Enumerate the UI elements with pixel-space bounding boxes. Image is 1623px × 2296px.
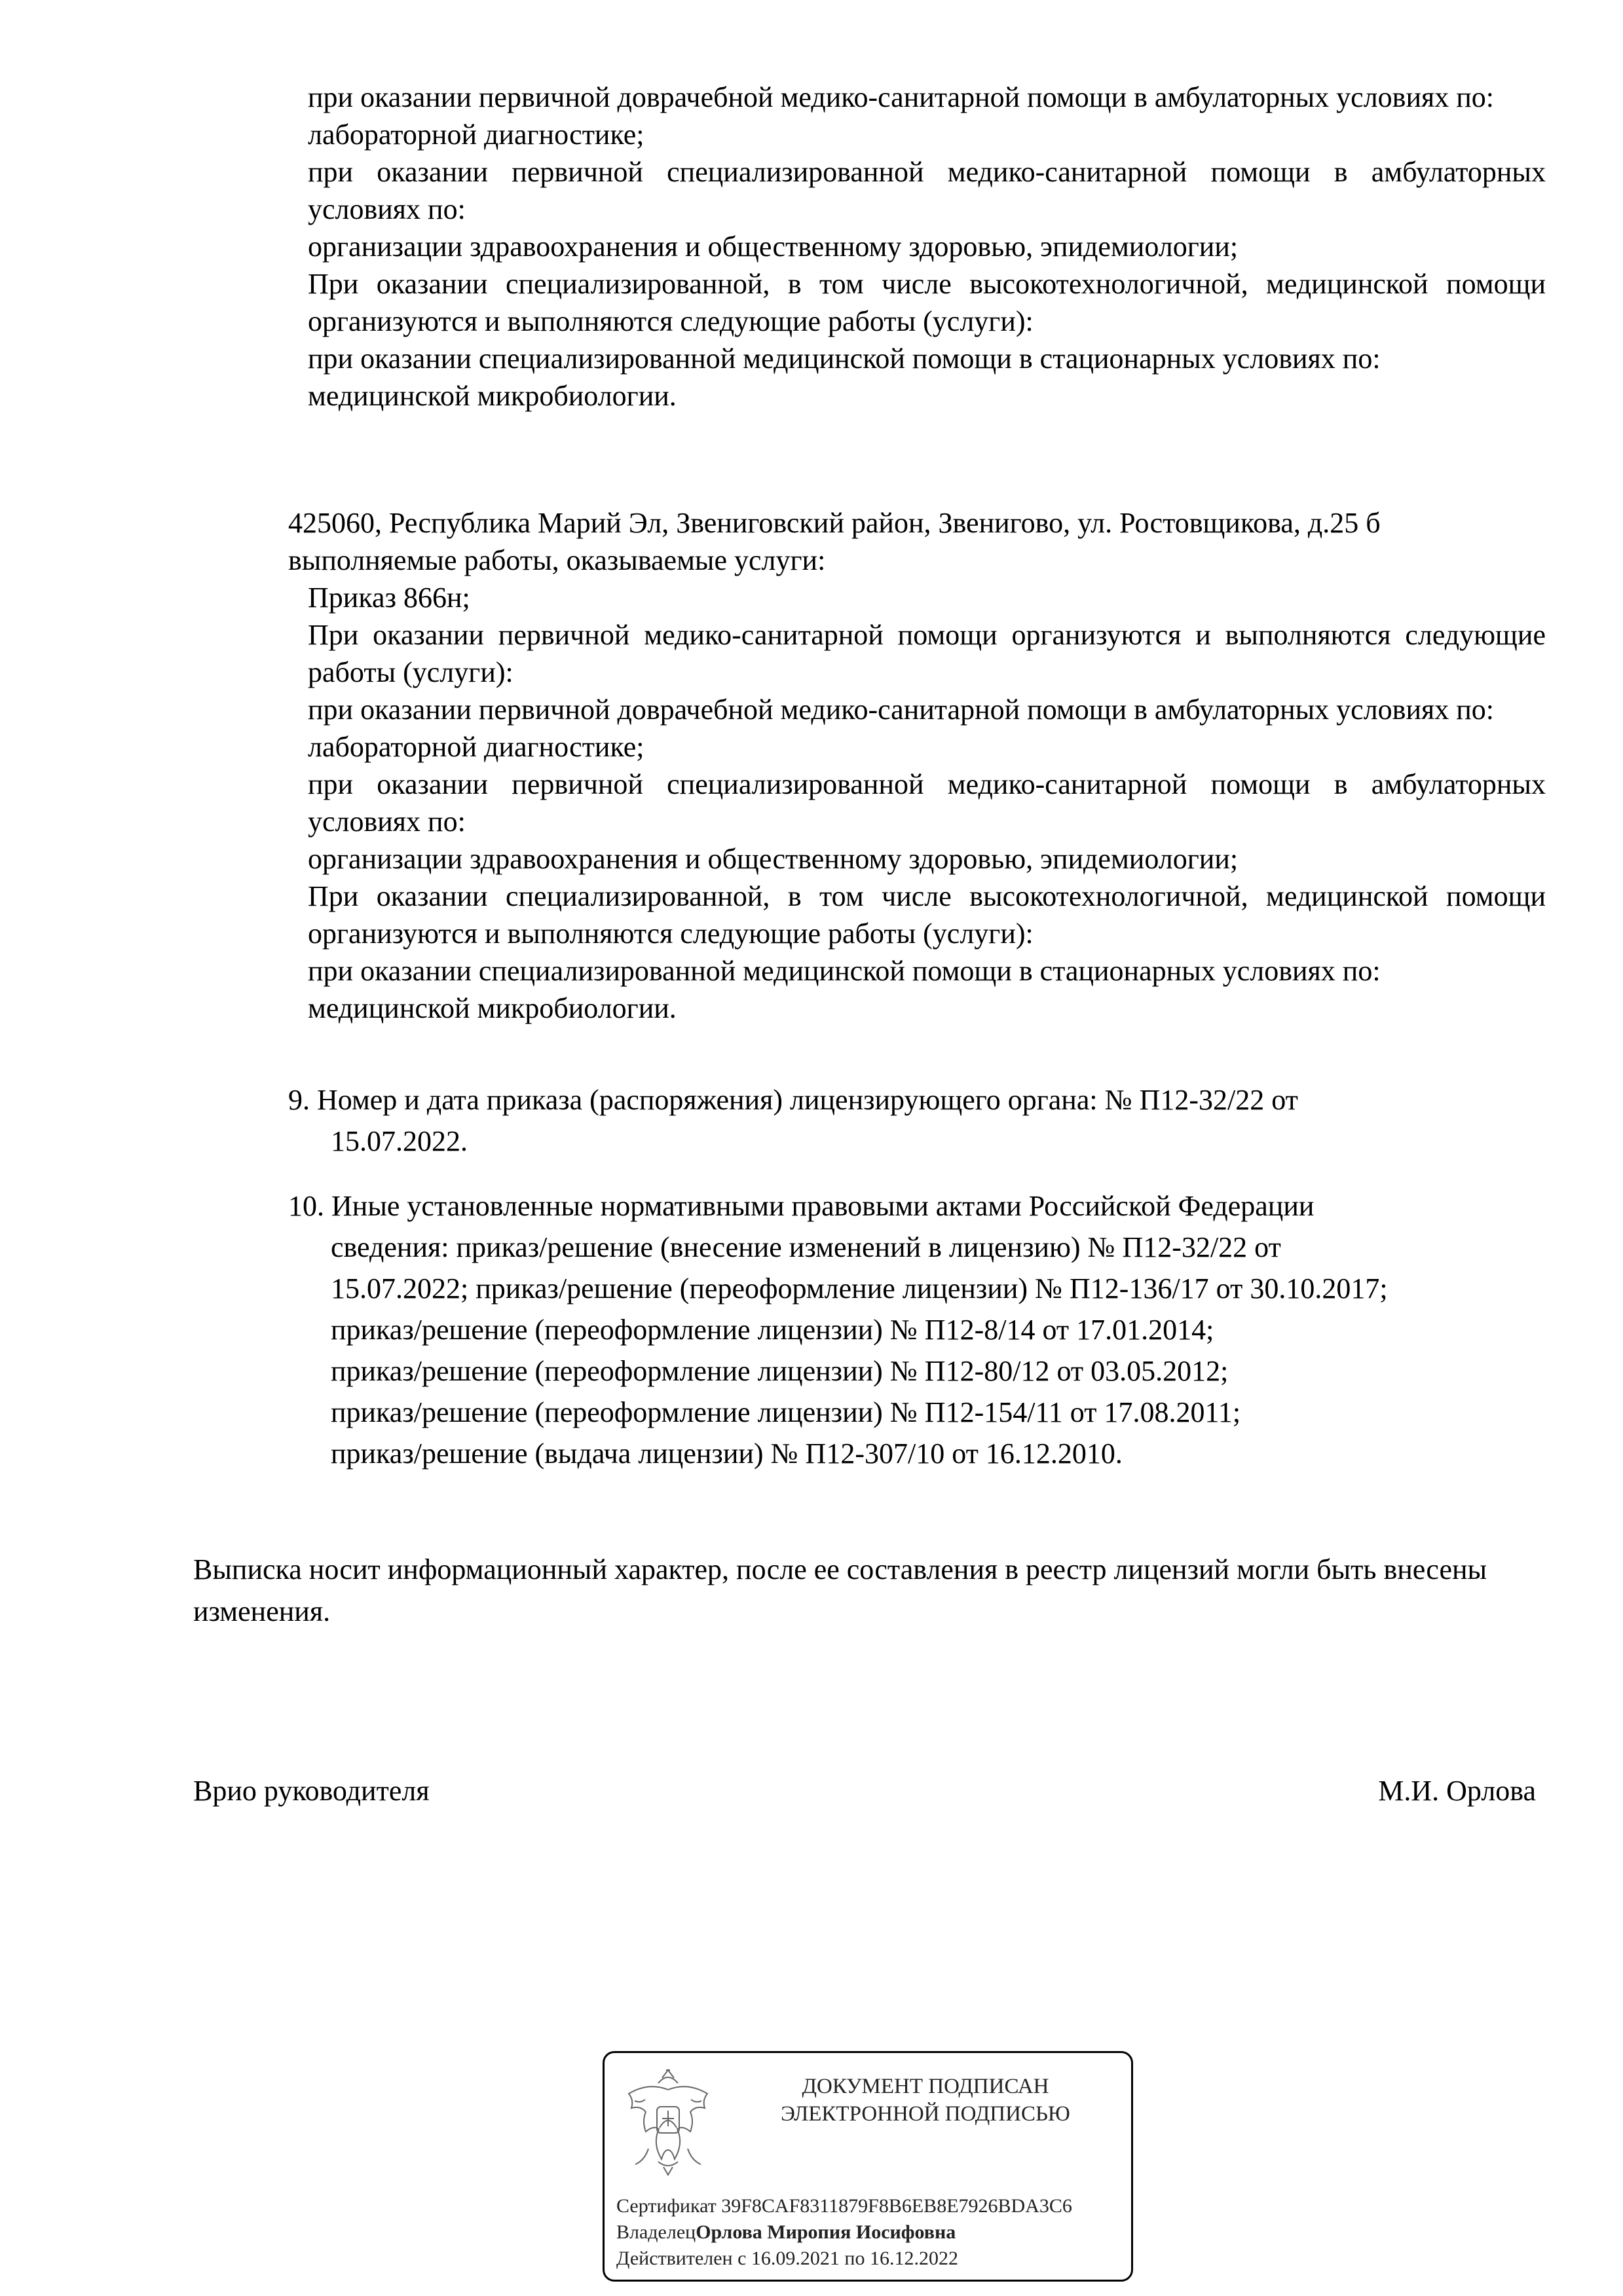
electronic-signature-stamp <box>603 2051 1133 2282</box>
services-line: организации здравоохранения и общественному здоровью, эпидемиологии; <box>308 231 1239 263</box>
owner-label: Владелец <box>616 2221 696 2243</box>
validity-period: Действителен с 16.09.2021 по 16.12.2022 <box>616 2248 958 2269</box>
stamp-title-line: ЭЛЕКТРОННОЙ ПОДПИСЬЮ <box>781 2102 1070 2126</box>
services-line: при оказании специализированной медицинской помощи в стационарных условиях по: <box>308 343 1381 375</box>
section-10-line: приказ/решение (выдача лицензии) № П12-307/10 от 16.12.2010. <box>331 1437 1123 1470</box>
services-line: При оказании первичной медико-санитарной помощи организуются и выполняются следующие работы (услуги): <box>308 619 1546 688</box>
section-10-line: приказ/решение (переоформление лицензии) № П12-154/11 от 17.08.2011; <box>331 1396 1241 1428</box>
certificate-value: 39F8CAF8311879F8B6EB8E7926BDA3C6 <box>721 2195 1072 2217</box>
address-block <box>288 504 1552 579</box>
services-line: при оказании первичной доврачебной медико-санитарной помощи в амбулаторных условиях по: <box>308 694 1495 726</box>
services-line: лабораторной диагностике; <box>308 731 644 763</box>
section-10-line: приказ/решение (переоформление лицензии) № П12-80/12 от 03.05.2012; <box>331 1355 1229 1387</box>
section-10 <box>288 1185 1552 1474</box>
services-block-2 <box>308 579 1546 1027</box>
services-line: при оказании специализированной медицинской помощи в стационарных условиях по: <box>308 955 1381 987</box>
services-line: при оказании первичной специализированной медико-санитарной помощи в амбулаторных условиях по: <box>308 768 1546 838</box>
coat-of-arms-icon <box>619 2064 717 2178</box>
services-line: Приказ 866н; <box>308 582 470 614</box>
disclaimer-note: Выписка носит информационный характер, после ее составления в реестр лицензий могли быть внесены изменения. <box>193 1553 1487 1627</box>
signer-name: М.И. Орлова <box>1378 1775 1536 1807</box>
owner-row <box>616 2220 956 2245</box>
address-line: 425060, Республика Марий Эл, Звениговский район, Звенигово, ул. Ростовщикова, д.25 б <box>288 507 1381 539</box>
section-9 <box>288 1079 1552 1162</box>
owner-value: Орлова Миропия Иосифовна <box>696 2221 956 2243</box>
section-9-line: 15.07.2022. <box>331 1125 468 1157</box>
services-line: медицинской микробиологии. <box>308 380 677 412</box>
stamp-title-line: ДОКУМЕНТ ПОДПИСАН <box>802 2075 1049 2098</box>
services-line: При оказании специализированной, в том числе высокотехнологичной, медицинской помощи организуются и выполняются следующие работы (услуги): <box>308 268 1546 337</box>
services-block-1 <box>308 79 1546 415</box>
services-line: при оказании первичной специализированной медико-санитарной помощи в амбулаторных условиях по: <box>308 156 1546 225</box>
works-label: выполняемые работы, оказываемые услуги: <box>288 544 826 576</box>
services-line: при оказании первичной доврачебной медико-санитарной помощи в амбулаторных условиях по: <box>308 81 1495 113</box>
services-line: организации здравоохранения и общественному здоровью, эпидемиологии; <box>308 843 1239 875</box>
certificate-label: Сертификат <box>616 2195 717 2217</box>
stamp-title <box>722 2073 1129 2128</box>
signer-position: Врио руководителя <box>193 1775 430 1807</box>
certificate-row <box>616 2194 1072 2219</box>
section-10-line: сведения: приказ/решение (внесение изменений в лицензию) № П12-32/22 от <box>331 1231 1281 1263</box>
section-10-heading: 10. Иные установленные нормативными правовыми актами Российской Федерации <box>288 1190 1315 1222</box>
section-9-heading: 9. Номер и дата приказа (распоряжения) лицензирующего органа: № П12-32/22 от <box>288 1084 1298 1116</box>
section-10-line: 15.07.2022; приказ/решение (переоформление лицензии) № П12-136/17 от 30.10.2017; <box>331 1272 1388 1305</box>
services-line: медицинской микробиологии. <box>308 992 677 1024</box>
section-10-line: приказ/решение (переоформление лицензии) № П12-8/14 от 17.01.2014; <box>331 1314 1214 1346</box>
services-line: лабораторной диагностике; <box>308 119 644 151</box>
services-line: При оказании специализированной, в том числе высокотехнологичной, медицинской помощи организуются и выполняются следующие работы (услуги): <box>308 880 1546 950</box>
